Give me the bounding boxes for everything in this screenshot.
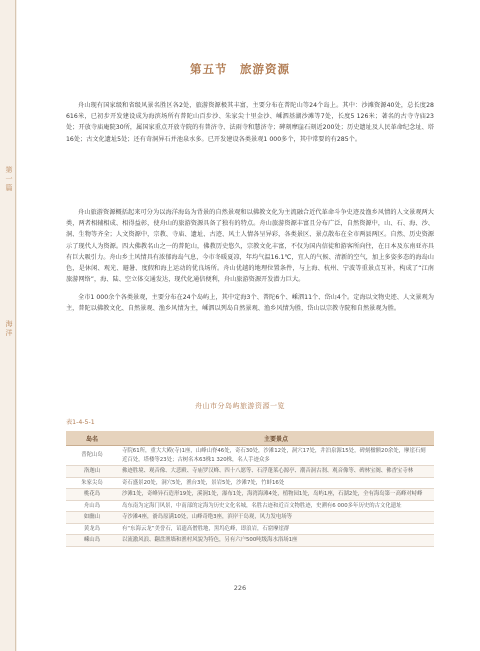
cell-points: 佛迹胜境、观音像、大悲殿、寺庙罗汉峰、四十八愿等、石浮蓬莱心源亭、潮音洞古刹、观音像等、碑林宝阁、佛香宝寺林: [118, 466, 434, 478]
table-number: 表1-4-5-1: [66, 419, 95, 426]
table-row: [66, 446, 434, 466]
cell-points: 寺院61所，重大大殿(寺)1座，山峰山脊46处，奇石30处，沙滩12处，洞穴17处，井泊泉源15处，碑刻楹额20余处，摩崖石刻近百处，塔楼等23处；古树名木63株1 320株，名人手迹众多: [118, 446, 434, 466]
tourism-resources-table: [66, 431, 434, 547]
sidebar-chapter-label: 第一篇: [5, 166, 13, 192]
cell-island: 朱家尖岛: [66, 477, 118, 489]
paragraph-text: 舟山旅游资源概括起来可分为以海洋海岛为背景的自然景观和以佛教文化为主流融合近代革命斗争史迹及渔乡风情的人文景观两大类，两者相辅相成、相得益彰，使舟山的旅游资源具备了独有的特点。舟山旅游资源丰富且分布广泛，自然资源中，山、石、海、沙、洞、生物等齐全；人文资源中，宗教、寺庙、遗址、古迹、风土人情各呈异彩，各类景区、景点散布在全市两县两区。自然、历史资源示了现代人为资源。四大佛教名山之一的普陀山，佛教历史悠久，宗教文化丰富，不仅为国内信徒和游客所向往，在日本及东南亚亦具有巨大吸引力。舟山乡土风情具有浓郁海岛气息，今市冬暖夏凉，年均气温16.1℃，宜人的气候、清新的空气，加上多姿多态的海岛山色，是休闲、观光、避暑、度假和海上运动的优良场所。舟山优越的地理位置条件，与上海、杭州、宁波等重景点互补，构成了“江南旅游网络”，海、陆、空立体交通发达，现代化通信便利，舟山旅游资源开发潜力巨大。: [66, 209, 434, 284]
cell-points: 岛东南为定海门风景，中南部的定海为历史文化名城，名胜古迹和近百文物胜迹，史溯有6 000多年历史的古文化遗址: [118, 500, 434, 512]
sidebar-divider: [15, 0, 16, 651]
cell-points: 以流激风浪、翻盘渔墙和渔村风貌为特色，另有六户500吨级海水浴场1座: [118, 535, 434, 547]
table-row: [66, 466, 434, 478]
section-title: 第五节 旅游资源: [190, 62, 290, 76]
cell-island: 黄龙岛: [66, 523, 118, 535]
paragraph-text: 全市1 000余个各类景观，主要分布在24个岛屿上，其中定海3个、普陀6个、嵊泗11个、岱山4个。定海以文物史迹、人文景观为主，普陀以佛教文化、自然景观、渔乡风情为主，嵊泗以列岛自然景观、渔乡风情为胜，岱山以宗教寺院和自然景观为胜。: [66, 294, 434, 313]
table-row: [66, 477, 434, 489]
table-title: 舟山市分岛屿旅游资源一览: [195, 402, 285, 410]
table-row: [66, 535, 434, 547]
body-paragraph-3: [66, 292, 434, 314]
page-number: 226: [233, 584, 247, 592]
table-row: [66, 489, 434, 501]
header-points: 主要景点: [118, 431, 434, 446]
cell-island: 如幽山: [66, 512, 118, 524]
body-paragraph-2: [66, 207, 434, 285]
body-paragraph-1: [66, 100, 434, 145]
cell-island: 桃花岛: [66, 489, 118, 501]
sidebar-part-label: 海洋: [5, 320, 13, 337]
cell-island: 洛迦山: [66, 466, 118, 478]
cell-island: 普陀山岛: [66, 446, 118, 466]
header-island: 岛名: [66, 431, 118, 446]
cell-island: 嵊山岛: [66, 535, 118, 547]
cell-points: 奇石盛景20处，洞穴5处，渔台3处，景岩5处，沙滩7处，竹蚌16处: [118, 477, 434, 489]
table-row: [66, 500, 434, 512]
paragraph-text: 舟山现有国家级和省级风景名胜区各2处，旅游资源极其丰富，主要分布在普陀山等24个岛上。其中：沙滩资源40处，总长度28 616米，已初步开发建设成为海滨场所有普陀山百步沙、朱家尖十里金沙、嵊泗基湖沙滩等7处，长度5 126米；著名的古寺寺庙23处；开放寺庙庵院30所，属国家重点开放寺院的有普济寺、法雨寺和慧济寺；碑刻摩崖石刻近200处；历史遗址及人民革命纪念址、塔16处；古文化遗址5处；还有奇洞异石并池泉水多。已开发建设各类景观1 000多个，其中常要的有285个。: [66, 102, 434, 143]
cell-island: 舟山岛: [66, 500, 118, 512]
table-row: [66, 523, 434, 535]
table-header-row: [66, 431, 434, 446]
cell-points: 沙滩1处，奇峰异石造形19处，溪涧1处，瀑布1处，海湾海滩4处，植物园1处，岛屿1座，石湖2处，全有海岛第一高峰对峙峰: [118, 489, 434, 501]
cell-points: 寺沙滩4座，嵛岛原满10处，山峰奇绝3座，滨岸干岛观，风力发电场等: [118, 512, 434, 524]
cell-points: 有“东海云龙”美誉石，诏遗高僧胜地，黑坞危峰，即浪岩，石窟摩崖群: [118, 523, 434, 535]
table-row: [66, 512, 434, 524]
